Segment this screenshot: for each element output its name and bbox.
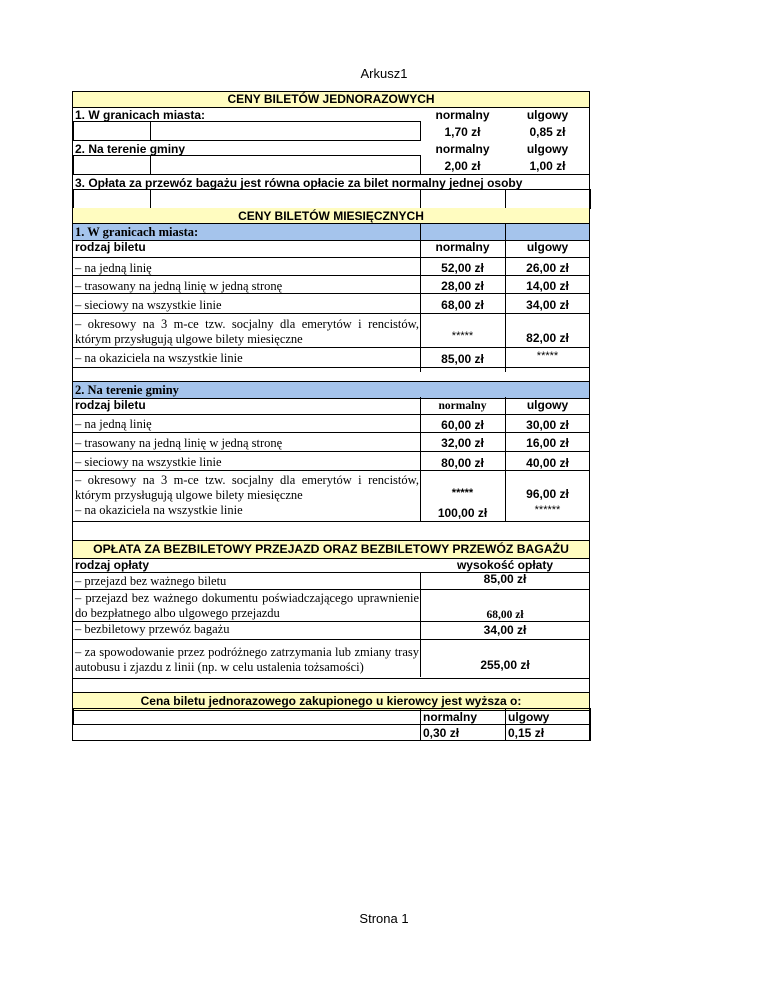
table-row	[73, 414, 589, 433]
ticket-normal-price: 60,00 zł	[441, 418, 484, 432]
single-city-reduced: 0,85 zł	[529, 125, 566, 139]
ticket-reduced-price: 30,00 zł	[526, 418, 569, 432]
luggage-note-row	[73, 174, 589, 190]
single-reduced-header: ulgowy	[526, 108, 569, 122]
table-row	[73, 502, 589, 522]
luggage-note: 3. Opłata za przewóz bagażu jest równa opłacie za bilet normalny jednej osoby	[75, 176, 523, 190]
table-row	[73, 347, 589, 368]
table-row	[73, 589, 589, 622]
ticket-normal-price: 28,00 zł	[441, 279, 484, 293]
single-commune-label: 2. Na terenie gminy	[75, 142, 186, 156]
single-tickets-header	[73, 92, 589, 108]
driver-normal-header-cell	[420, 708, 506, 725]
ticket-normal-price: *****	[451, 330, 474, 342]
page-footer: Strona 1	[359, 911, 409, 926]
table-row	[73, 621, 589, 640]
fines-title: OPŁATA ZA BEZBILETOWY PRZEJAZD ORAZ BEZBILETOWY PRZEWÓZ BAGAŻU	[93, 542, 569, 556]
ticket-normal-price: 80,00 zł	[441, 456, 484, 470]
monthly-commune-normal-header: normalny	[438, 400, 487, 412]
fines-type-label: rodzaj opłaty	[75, 558, 150, 572]
driver-normal-header: normalny	[423, 710, 478, 724]
monthly-commune-reduced-header: ulgowy	[526, 398, 569, 412]
fine-amount: 85,00 zł	[483, 572, 527, 586]
ticket-normal-price: 52,00 zł	[441, 261, 484, 275]
column-divider	[505, 397, 506, 521]
table-row	[73, 432, 589, 452]
ticket-name: – na jedną linię	[75, 261, 152, 275]
single-city-label: 1. W granicach miasta:	[75, 108, 206, 122]
monthly-city-header	[73, 223, 589, 241]
single-normal-header: normalny	[435, 142, 490, 156]
ticket-normal-price: 32,00 zł	[441, 436, 484, 450]
table-row	[73, 572, 589, 590]
monthly-tickets-header	[73, 208, 589, 224]
single-normal-header: normalny	[435, 108, 490, 122]
monthly-city-label: 1. W granicach miasta:	[75, 225, 199, 239]
ticket-reduced-price: 26,00 zł	[526, 261, 569, 275]
fine-amount: 255,00 zł	[480, 658, 530, 672]
monthly-commune-label: 2. Na terenie gminy	[75, 383, 179, 397]
driver-normal-price: 0,30 zł	[423, 726, 460, 740]
driver-reduced-header: ulgowy	[508, 710, 550, 724]
ticket-name: – sieciowy na wszystkie linie	[75, 455, 222, 469]
ticket-reduced-price: 96,00 zł	[526, 487, 569, 501]
ticket-reduced-price: 34,00 zł	[526, 298, 569, 312]
single-commune-reduced: 1,00 zł	[529, 159, 566, 173]
monthly-tickets-title: CENY BILETÓW MIESIĘCZNYCH	[238, 209, 424, 223]
driver-normal-cell	[420, 724, 506, 741]
monthly-city-normal-header: normalny	[435, 240, 490, 254]
empty-cell	[73, 708, 421, 725]
empty-cell	[150, 189, 421, 209]
fine-name: – przejazd bez ważnego dokumentu poświadczającego uprawnienie do bezpłatnego albo ulgowego przejazdu	[75, 591, 419, 620]
ticket-reduced-price: 82,00 zł	[526, 331, 569, 345]
column-divider	[420, 223, 421, 372]
driver-title: Cena biletu jednorazowego zakupionego u kierowcy jest wyższa o:	[140, 694, 522, 708]
empty-cell	[420, 189, 506, 209]
ticket-name: – trasowany na jedną linię w jedną stronę	[75, 279, 283, 293]
ticket-name: – na okaziciela na wszystkie linie	[75, 351, 243, 365]
table-row	[73, 470, 589, 503]
ticket-normal-price: *****	[451, 487, 474, 499]
ticket-name: – okresowy na 3 m-ce tzw. socjalny dla emerytów i rencistów, którym przysługują ulgowe bilety miesięczne	[75, 317, 419, 346]
price-sheet	[72, 91, 590, 741]
fine-name: – za spowodowanie przez podróżnego zatrzymania lub zmiany trasy autobusu i zjazdu z linii (np. w celu ustalenia tożsamości)	[75, 645, 419, 674]
table-row	[73, 313, 589, 348]
ticket-normal-price: 85,00 zł	[441, 352, 484, 366]
fine-amount: 34,00 zł	[483, 623, 527, 637]
ticket-reduced-price: ******	[534, 504, 561, 516]
driver-reduced-cell	[505, 724, 591, 741]
single-reduced-header: ulgowy	[526, 142, 569, 156]
driver-reduced-price: 0,15 zł	[508, 726, 545, 740]
ticket-reduced-price: *****	[536, 350, 559, 362]
ticket-normal-price: 68,00 zł	[441, 298, 484, 312]
fine-name: – bezbiletowy przewóz bagażu	[75, 622, 230, 636]
column-divider	[420, 572, 421, 677]
empty-cell	[73, 121, 151, 141]
table-row	[73, 639, 589, 679]
monthly-commune-type-label: rodzaj biletu	[75, 398, 146, 412]
empty-cell	[150, 121, 421, 141]
fines-header	[73, 540, 589, 559]
driver-reduced-header-cell	[505, 708, 591, 725]
fine-amount: 68,00 zł	[486, 609, 524, 621]
monthly-city-type-label: rodzaj biletu	[75, 240, 146, 254]
table-row	[73, 257, 589, 276]
ticket-reduced-price: 40,00 zł	[526, 456, 569, 470]
fines-amount-label: wysokość opłaty	[456, 558, 554, 572]
table-row	[73, 293, 589, 314]
single-tickets-title: CENY BILETÓW JEDNORAZOWYCH	[227, 92, 435, 106]
fine-name: – przejazd bez ważnego biletu	[75, 574, 227, 588]
table-row	[73, 275, 589, 294]
column-divider	[420, 397, 421, 521]
empty-cell	[73, 155, 151, 175]
column-divider	[505, 223, 506, 372]
ticket-name: – na jedną linię	[75, 417, 152, 431]
empty-cell	[73, 189, 151, 209]
monthly-city-reduced-header: ulgowy	[526, 240, 569, 254]
ticket-normal-price: 100,00 zł	[437, 506, 488, 520]
ticket-name: – sieciowy na wszystkie linie	[75, 298, 222, 312]
empty-cell	[505, 189, 591, 209]
sheet-name: Arkusz1	[360, 66, 408, 81]
monthly-commune-header	[73, 381, 589, 399]
ticket-reduced-price: 16,00 zł	[526, 436, 569, 450]
single-city-normal: 1,70 zł	[444, 125, 481, 139]
ticket-name: – trasowany na jedną linię w jedną stronę	[75, 436, 283, 450]
ticket-name: – okresowy na 3 m-ce tzw. socjalny dla emerytów i rencistów, którym przysługują ulgowe bilety miesięczne	[75, 473, 419, 502]
single-commune-normal: 2,00 zł	[444, 159, 481, 173]
empty-cell	[150, 155, 421, 175]
ticket-name: – na okaziciela na wszystkie linie	[75, 503, 243, 517]
table-row	[73, 451, 589, 471]
ticket-reduced-price: 14,00 zł	[526, 279, 569, 293]
